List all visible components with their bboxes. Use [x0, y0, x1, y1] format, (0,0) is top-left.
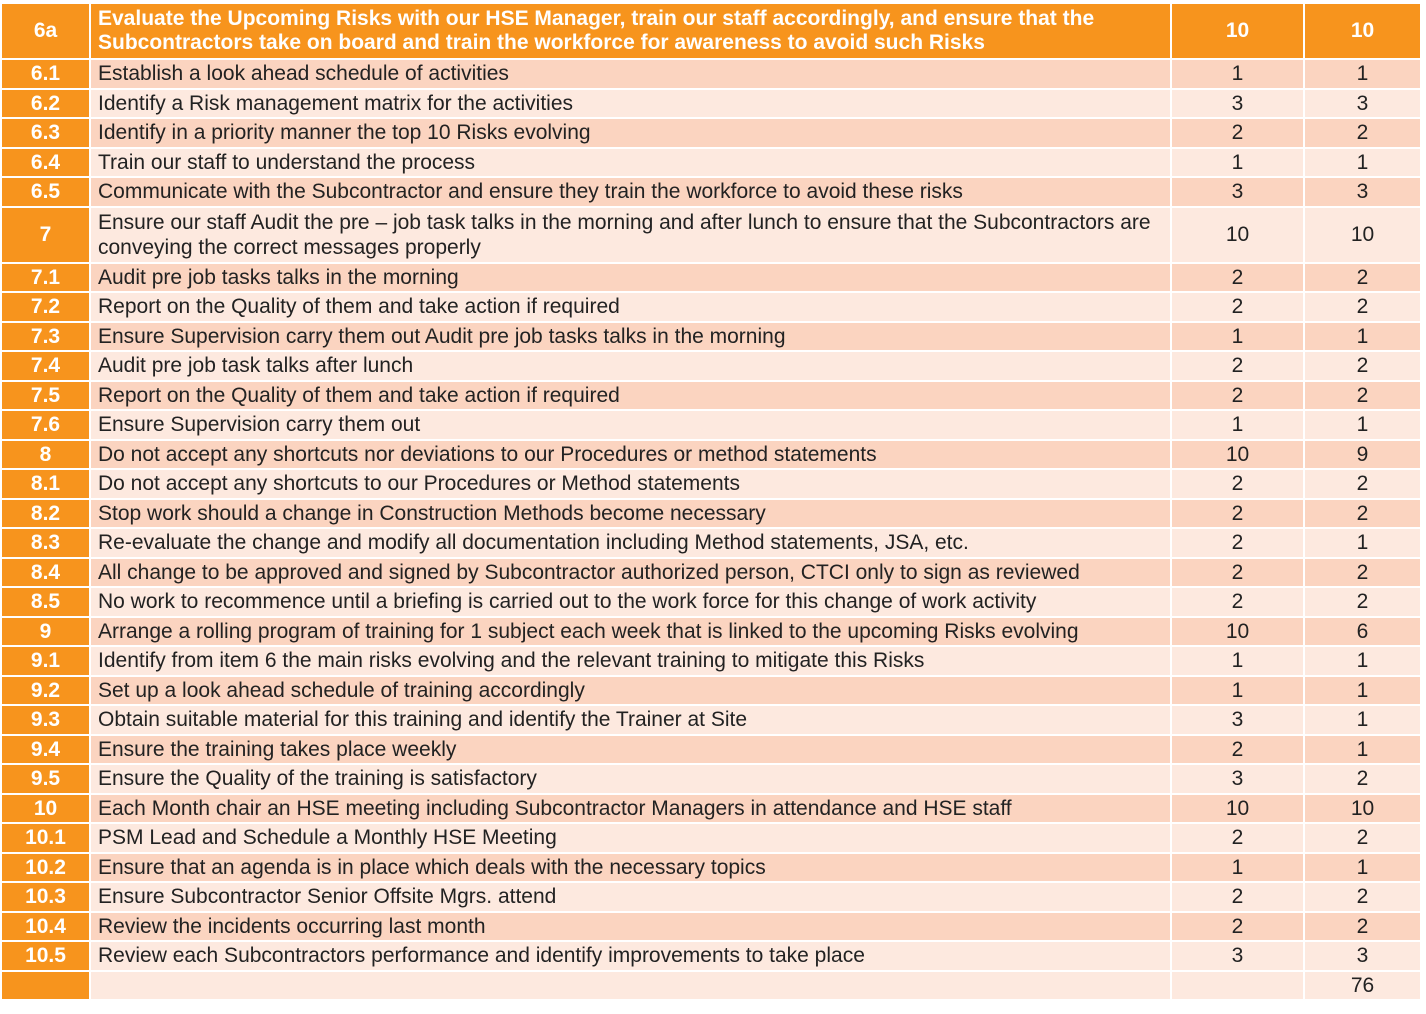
value-b: 2	[1305, 382, 1422, 412]
item-description: Ensure the training takes place weekly	[91, 736, 1172, 766]
value-a: 3	[1172, 706, 1305, 736]
table-row	[2, 883, 1422, 913]
table-row	[2, 529, 1422, 559]
value-b: 3	[1305, 90, 1422, 120]
header-row	[2, 4, 1422, 60]
item-description: Arrange a rolling program of training for 1 subject each week that is linked to the upcoming Risks evolving	[91, 618, 1172, 648]
item-description: Set up a look ahead schedule of training accordingly	[91, 677, 1172, 707]
item-number: 8.1	[2, 470, 91, 500]
table-row	[2, 942, 1422, 972]
value-a: 1	[1172, 677, 1305, 707]
value-a: 2	[1172, 824, 1305, 854]
item-number: 9.1	[2, 647, 91, 677]
value-a: 2	[1172, 588, 1305, 618]
item-description: Identify from item 6 the main risks evolving and the relevant training to mitigate this Risks	[91, 647, 1172, 677]
value-b: 1	[1305, 411, 1422, 441]
item-description: All change to be approved and signed by Subcontractor authorized person, CTCI only to sign as reviewed	[91, 559, 1172, 589]
table-row	[2, 411, 1422, 441]
item-number: 6.4	[2, 149, 91, 179]
item-number: 8.5	[2, 588, 91, 618]
table-row	[2, 795, 1422, 825]
value-b: 2	[1305, 264, 1422, 294]
item-number: 10.4	[2, 913, 91, 943]
value-a: 2	[1172, 352, 1305, 382]
value-a: 3	[1172, 90, 1305, 120]
item-number: 7.3	[2, 323, 91, 353]
table-row	[2, 500, 1422, 530]
item-description: Audit pre job task talks after lunch	[91, 352, 1172, 382]
item-number: 8.3	[2, 529, 91, 559]
value-a: 2	[1172, 559, 1305, 589]
value-a: 3	[1172, 942, 1305, 972]
item-description: Review the incidents occurring last month	[91, 913, 1172, 943]
value-a: 10	[1172, 208, 1305, 264]
item-description: Stop work should a change in Construction Methods become necessary	[91, 500, 1172, 530]
risk-task-table	[2, 4, 1422, 1001]
value-b: 1	[1305, 149, 1422, 179]
table-row	[2, 854, 1422, 884]
value-b: 1	[1305, 323, 1422, 353]
value-b: 2	[1305, 470, 1422, 500]
item-description: Ensure the Quality of the training is satisfactory	[91, 765, 1172, 795]
item-description: PSM Lead and Schedule a Monthly HSE Meeting	[91, 824, 1172, 854]
value-b: 10	[1305, 208, 1422, 264]
value-a: 2	[1172, 264, 1305, 294]
header-item-number: 6a	[2, 4, 91, 60]
item-number: 6.1	[2, 60, 91, 90]
value-a: 1	[1172, 323, 1305, 353]
value-b: 2	[1305, 765, 1422, 795]
value-b: 3	[1305, 942, 1422, 972]
header-description: Evaluate the Upcoming Risks with our HSE Manager, train our staff accordingly, and ensure that the Subcontractors take on board and train the workforce for awareness to avoid such Risks	[91, 4, 1172, 60]
item-number: 9	[2, 618, 91, 648]
value-b: 1	[1305, 60, 1422, 90]
value-a: 2	[1172, 382, 1305, 412]
header-value-a: 10	[1172, 4, 1305, 60]
item-number: 7.2	[2, 293, 91, 323]
table-row	[2, 293, 1422, 323]
table-row	[2, 90, 1422, 120]
item-number: 7.5	[2, 382, 91, 412]
value-a: 1	[1172, 854, 1305, 884]
item-description: Communicate with the Subcontractor and ensure they train the workforce to avoid these risks	[91, 178, 1172, 208]
value-b: 2	[1305, 119, 1422, 149]
value-a: 3	[1172, 178, 1305, 208]
table-row	[2, 382, 1422, 412]
value-b: 2	[1305, 293, 1422, 323]
value-b: 6	[1305, 618, 1422, 648]
value-a: 10	[1172, 795, 1305, 825]
value-b: 2	[1305, 500, 1422, 530]
item-number: 8.2	[2, 500, 91, 530]
item-number: 6.5	[2, 178, 91, 208]
item-number: 7.6	[2, 411, 91, 441]
item-number: 10.1	[2, 824, 91, 854]
value-a: 10	[1172, 618, 1305, 648]
table-body	[2, 4, 1422, 1001]
value-b: 10	[1305, 795, 1422, 825]
table-row	[2, 736, 1422, 766]
item-number: 8	[2, 441, 91, 471]
value-a: 1	[1172, 411, 1305, 441]
item-description: Ensure Supervision carry them out	[91, 411, 1172, 441]
value-b: 76	[1305, 972, 1422, 1002]
value-b: 1	[1305, 677, 1422, 707]
item-description: Do not accept any shortcuts nor deviations to our Procedures or method statements	[91, 441, 1172, 471]
item-number: 9.2	[2, 677, 91, 707]
table-row	[2, 149, 1422, 179]
table-row	[2, 588, 1422, 618]
value-a: 2	[1172, 500, 1305, 530]
value-a: 10	[1172, 441, 1305, 471]
item-description: Ensure Subcontractor Senior Offsite Mgrs. attend	[91, 883, 1172, 913]
value-a: 1	[1172, 60, 1305, 90]
total-row	[2, 972, 1422, 1002]
table-row	[2, 119, 1422, 149]
item-description: Ensure that an agenda is in place which deals with the necessary topics	[91, 854, 1172, 884]
table-row	[2, 208, 1422, 264]
item-number: 9.3	[2, 706, 91, 736]
table-row	[2, 706, 1422, 736]
item-number: 10.3	[2, 883, 91, 913]
table-row	[2, 323, 1422, 353]
item-description: Report on the Quality of them and take action if required	[91, 293, 1172, 323]
item-description: Establish a look ahead schedule of activities	[91, 60, 1172, 90]
value-a: 2	[1172, 883, 1305, 913]
table-row	[2, 824, 1422, 854]
item-description: Ensure our staff Audit the pre – job task talks in the morning and after lunch to ensure that the Subcontractors are conveying the correct messages properly	[91, 208, 1172, 264]
item-description: Report on the Quality of them and take action if required	[91, 382, 1172, 412]
item-description: No work to recommence until a briefing is carried out to the work force for this change of work activity	[91, 588, 1172, 618]
table-row	[2, 264, 1422, 294]
item-number: 9.5	[2, 765, 91, 795]
value-b: 1	[1305, 647, 1422, 677]
value-b: 3	[1305, 178, 1422, 208]
header-value-b: 10	[1305, 4, 1422, 60]
item-number: 10.2	[2, 854, 91, 884]
value-a: 1	[1172, 149, 1305, 179]
table-row	[2, 677, 1422, 707]
table-row	[2, 618, 1422, 648]
item-description: Each Month chair an HSE meeting including Subcontractor Managers in attendance and HSE staff	[91, 795, 1172, 825]
item-description	[91, 972, 1172, 1002]
value-a: 1	[1172, 647, 1305, 677]
value-a	[1172, 972, 1305, 1002]
table-row	[2, 60, 1422, 90]
item-description: Re-evaluate the change and modify all documentation including Method statements, JSA, etc.	[91, 529, 1172, 559]
value-b: 2	[1305, 913, 1422, 943]
value-b: 1	[1305, 529, 1422, 559]
table-row	[2, 647, 1422, 677]
item-description: Do not accept any shortcuts to our Procedures or Method statements	[91, 470, 1172, 500]
item-number	[2, 972, 91, 1002]
item-description: Audit pre job tasks talks in the morning	[91, 264, 1172, 294]
value-b: 2	[1305, 559, 1422, 589]
item-description: Obtain suitable material for this training and identify the Trainer at Site	[91, 706, 1172, 736]
item-number: 8.4	[2, 559, 91, 589]
item-description: Review each Subcontractors performance and identify improvements to take place	[91, 942, 1172, 972]
table-row	[2, 559, 1422, 589]
value-a: 2	[1172, 293, 1305, 323]
item-number: 6.3	[2, 119, 91, 149]
value-a: 2	[1172, 119, 1305, 149]
item-description: Ensure Supervision carry them out Audit pre job tasks talks in the morning	[91, 323, 1172, 353]
value-a: 2	[1172, 529, 1305, 559]
table-row	[2, 352, 1422, 382]
value-b: 2	[1305, 824, 1422, 854]
table-row	[2, 913, 1422, 943]
value-b: 1	[1305, 706, 1422, 736]
value-b: 1	[1305, 854, 1422, 884]
item-number: 7	[2, 208, 91, 264]
item-number: 10.5	[2, 942, 91, 972]
item-number: 9.4	[2, 736, 91, 766]
value-a: 2	[1172, 736, 1305, 766]
item-number: 6.2	[2, 90, 91, 120]
item-number: 10	[2, 795, 91, 825]
item-number: 7.1	[2, 264, 91, 294]
item-description: Identify a Risk management matrix for the activities	[91, 90, 1172, 120]
value-b: 1	[1305, 736, 1422, 766]
value-a: 3	[1172, 765, 1305, 795]
value-b: 9	[1305, 441, 1422, 471]
item-description: Identify in a priority manner the top 10 Risks evolving	[91, 119, 1172, 149]
item-number: 7.4	[2, 352, 91, 382]
value-b: 2	[1305, 352, 1422, 382]
table-row	[2, 178, 1422, 208]
value-a: 2	[1172, 470, 1305, 500]
table-row	[2, 441, 1422, 471]
table-row	[2, 765, 1422, 795]
value-b: 2	[1305, 883, 1422, 913]
item-description: Train our staff to understand the process	[91, 149, 1172, 179]
value-a: 2	[1172, 913, 1305, 943]
table-row	[2, 470, 1422, 500]
value-b: 2	[1305, 588, 1422, 618]
